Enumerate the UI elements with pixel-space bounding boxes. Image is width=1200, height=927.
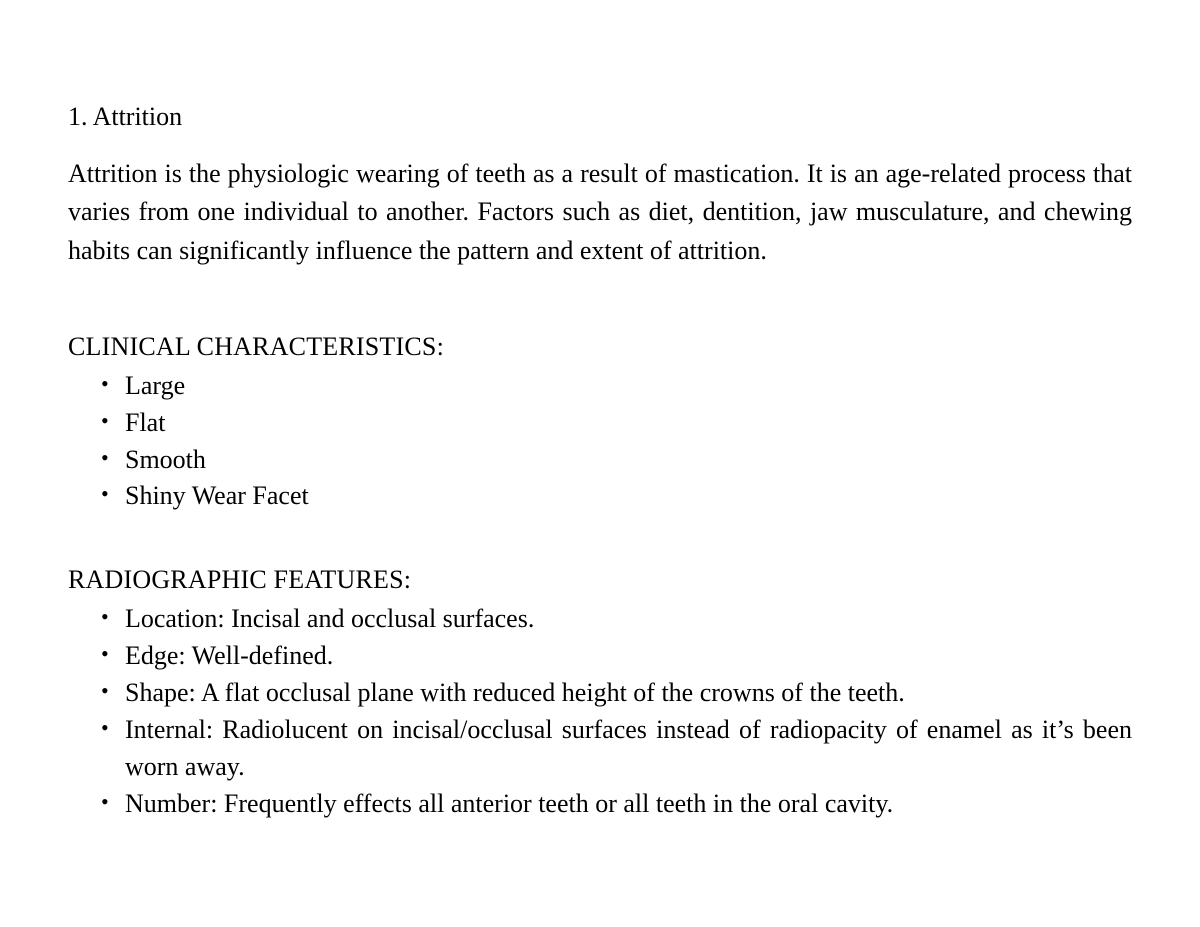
list-item [68, 601, 1132, 638]
page-title: 1. Attrition [68, 102, 183, 131]
list-item-label: Location: Incisal and occlusal surfaces. [125, 604, 535, 634]
list-item [68, 712, 1132, 786]
list-item [68, 405, 1132, 442]
list-item [68, 638, 1132, 675]
list-item-label: Smooth [125, 444, 206, 474]
list-item-label: Shape: A flat occlusal plane with reduced height of the crowns of the teeth. [125, 677, 905, 707]
section-title-clinical-characteristics: CLINICAL CHARACTERISTICS: [68, 331, 444, 361]
radiographic-features-list [68, 601, 1132, 822]
intro-paragraph: Attrition is the physiologic wearing of teeth as a result of mastication. It is an age-related process that varies from one individual to another. Factors such as diet, dentition, jaw musculature, and chewing habits can significantly influence the pattern and extent of attrition. [68, 159, 1132, 265]
list-item [68, 442, 1132, 479]
list-item-label: Internal: Radiolucent on incisal/occlusal surfaces instead of radiopacity of enamel as it’s been worn away. [125, 714, 1132, 781]
list-item [68, 675, 1132, 712]
list-item-label: Flat [125, 407, 166, 437]
list-item-label: Large [125, 370, 186, 400]
list-item-label: Shiny Wear Facet [125, 481, 309, 511]
list-item [68, 368, 1132, 405]
section-title-radiographic-features: RADIOGRAPHIC FEATURES: [68, 565, 412, 595]
clinical-characteristics-list [68, 368, 1132, 516]
list-item [68, 786, 1132, 823]
list-item [68, 478, 1132, 515]
list-item-label: Number: Frequently effects all anterior teeth or all teeth in the oral cavity. [125, 788, 894, 818]
list-item-label: Edge: Well-defined. [125, 641, 334, 671]
